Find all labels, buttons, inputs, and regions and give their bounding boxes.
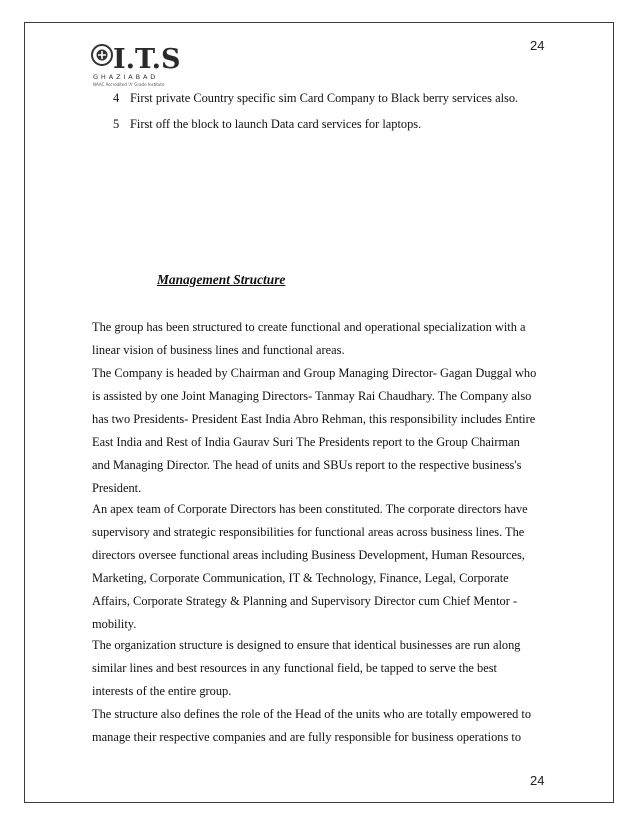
svg-text:NAAC Accredited 'A' Grade Inst: NAAC Accredited 'A' Grade Institute [93, 82, 165, 87]
its-logo [91, 38, 181, 88]
svg-text:I.T.S: I.T.S [113, 44, 181, 75]
paragraph-corporate-directors: An apex team of Corporate Directors has been constituted. The corporate directors have supervisory and strategic responsibilities for functional areas across business lines. The directors oversee functional areas including Business Development, Human Resources, Marketing, Corporate Communication, IT & Technology, Finance, Legal, Corporate Affairs, Corporate Strategy & Planning and Supervisory Director cum Chief Mentor - mobility. [92, 502, 528, 631]
list-item: 5 First off the block to launch Data card services for laptops. [113, 117, 422, 131]
paragraph-organization: The organization structure is designed to ensure that identical businesses are run along similar lines and best resources in any functional field, be tapped to serve the best interests of the entire group. [92, 638, 521, 698]
its-emblem-icon [91, 38, 181, 88]
section-heading: Management Structure [157, 272, 286, 287]
header-page-number: 24 [530, 38, 545, 53]
svg-text:GHAZIABAD: GHAZIABAD [93, 73, 159, 81]
paragraph-leadership: The Company is headed by Chairman and Group Managing Director- Gagan Duggal who is assisted by one Joint Managing Directors- Tanmay Rai Chaudhary. The Company also has two Presidents- President East India Abro Rehman, this responsibility includes Entire East India and Rest of India Gaurav Suri The Presidents report to the Group Chairman and Managing Director. The head of units and SBUs report to the respective business's President. [92, 366, 537, 495]
paragraph-structure-roles: The structure also defines the role of the Head of the units who are totally empowered to manage their respective companies and are fully responsible for business operations to [92, 707, 532, 744]
paragraph-intro: The group has been structured to create functional and operational specialization with a linear vision of business lines and functional areas. [92, 320, 526, 357]
list-item: 4 First private Country specific sim Card Company to Black berry services also. [113, 91, 519, 105]
footer-page-number: 24 [530, 773, 545, 788]
